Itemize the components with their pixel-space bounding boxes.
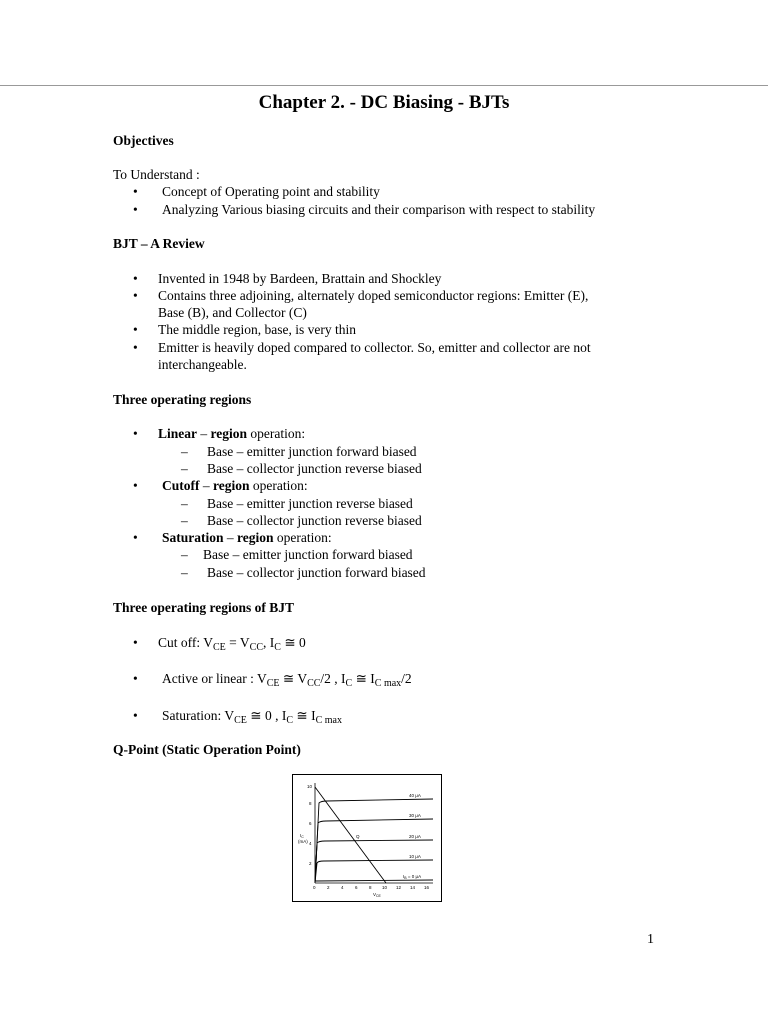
dash: – [181, 461, 188, 476]
active-condition: Active or linear : $V_{CE}$ ≅ $V_{CC}/2$ , $I_C$ ≅ $I_{C max}/2$ [162, 671, 412, 689]
bullet: • [133, 202, 138, 217]
region-sub-item: Base – collector junction reverse biased [207, 513, 422, 528]
region-sub-item: Base – emitter junction forward biased [207, 444, 417, 459]
x-tick-label: 12 [396, 885, 402, 890]
dash: – [181, 547, 188, 562]
page-title: Chapter 2. - DC Biasing - BJTs [258, 92, 510, 113]
region-sub-item: Base – collector junction forward biased [207, 565, 426, 580]
review-item: Contains three adjoining, alternately doped semiconductor regions: Emitter (E), [158, 288, 589, 303]
bullet: • [133, 322, 138, 337]
bullet: • [133, 271, 138, 286]
bjt-regions-heading: Three operating regions of BJT [113, 600, 294, 615]
x-tick-label: 10 [382, 885, 388, 890]
y-tick-label: 4 [309, 841, 312, 846]
dash: – [181, 444, 188, 459]
curve-label: 10 μA [409, 854, 421, 859]
curve-label: 40 μA [409, 793, 421, 798]
y-tick-label: 2 [309, 861, 312, 866]
review-item-continued: Base (B), and Collector (C) [158, 305, 307, 320]
curve-label: $I_B = 0$ μA [403, 874, 422, 880]
separator: – [202, 478, 210, 493]
bullet: • [133, 478, 138, 493]
objectives-heading: Objectives [113, 133, 174, 148]
y-tick-label: 6 [309, 821, 312, 826]
bullet: • [133, 635, 138, 650]
review-item-continued: interchangeable. [158, 357, 247, 372]
regions-heading: Three operating regions [113, 392, 252, 407]
bullet: • [133, 340, 138, 355]
top-rule [0, 85, 768, 86]
region-word: region [210, 426, 247, 441]
y-axis-unit: (mA) [298, 839, 308, 844]
region-name: Saturation [162, 530, 224, 545]
region-name: Cutoff [162, 478, 200, 493]
dash: – [181, 513, 188, 528]
operation-word: operation: [250, 426, 306, 441]
objective-item: Analyzing Various biasing circuits and their comparison with respect to stability [162, 202, 596, 217]
saturation-condition: Saturation: $V_{CE}$ ≅ 0 , $I_C$ ≅ $I_{C max}$ [162, 708, 342, 726]
bullet: • [133, 426, 138, 441]
x-tick-label: 4 [341, 885, 344, 890]
region-sub-item: Base – emitter junction reverse biased [207, 496, 413, 511]
region-word: region [237, 530, 274, 545]
y-tick-label: 8 [309, 801, 312, 806]
x-tick-label: 0 [313, 885, 316, 890]
x-axis-label: $V_{CE}$ [373, 892, 381, 898]
cutoff-condition: Cut off: $V_{CE} = V_{CC}$, $I_C$ ≅ 0 [158, 635, 306, 653]
curve-label: 20 μA [409, 834, 421, 839]
objective-item: Concept of Operating point and stability [162, 184, 380, 199]
curve-0ua [315, 880, 433, 881]
bullet: • [133, 708, 138, 723]
bullet: • [133, 184, 138, 199]
q-point-label: Q [356, 834, 360, 839]
curve-label: 30 μA [409, 813, 421, 818]
separator: – [226, 530, 234, 545]
review-item: Invented in 1948 by Bardeen, Brattain and Shockley [158, 271, 442, 286]
region-cutoff [162, 478, 308, 494]
bullet: • [133, 530, 138, 545]
bullet: • [133, 288, 138, 303]
qpoint-figure [292, 774, 442, 902]
region-name: Linear [158, 426, 197, 441]
region-saturation [162, 530, 332, 546]
objectives-intro: To Understand : [113, 167, 200, 182]
x-tick-label: 16 [424, 885, 430, 890]
x-tick-label: 2 [327, 885, 330, 890]
x-tick-label: 6 [355, 885, 358, 890]
separator: – [200, 426, 208, 441]
region-word: region [213, 478, 250, 493]
curve-10ua [315, 860, 433, 883]
page-number: 1 [647, 932, 654, 947]
y-axis-label: $I_C$ [300, 833, 304, 839]
region-sub-item: Base – emitter junction forward biased [203, 547, 413, 562]
operation-word: operation: [252, 478, 308, 493]
region-linear [158, 426, 305, 442]
y-tick-label: 10 [307, 784, 313, 789]
dash: – [181, 565, 188, 580]
qpoint-figure-svg [293, 775, 443, 903]
review-heading: BJT – A Review [113, 236, 205, 251]
x-tick-label: 8 [369, 885, 372, 890]
load-line [315, 787, 386, 883]
bullet: • [133, 671, 138, 686]
x-tick-label: 14 [410, 885, 416, 890]
review-item: Emitter is heavily doped compared to collector. So, emitter and collector are not [158, 340, 591, 355]
review-item: The middle region, base, is very thin [158, 322, 356, 337]
dash: – [181, 496, 188, 511]
operation-word: operation: [276, 530, 332, 545]
qpoint-heading: Q-Point (Static Operation Point) [113, 742, 301, 757]
region-sub-item: Base – collector junction reverse biased [207, 461, 422, 476]
